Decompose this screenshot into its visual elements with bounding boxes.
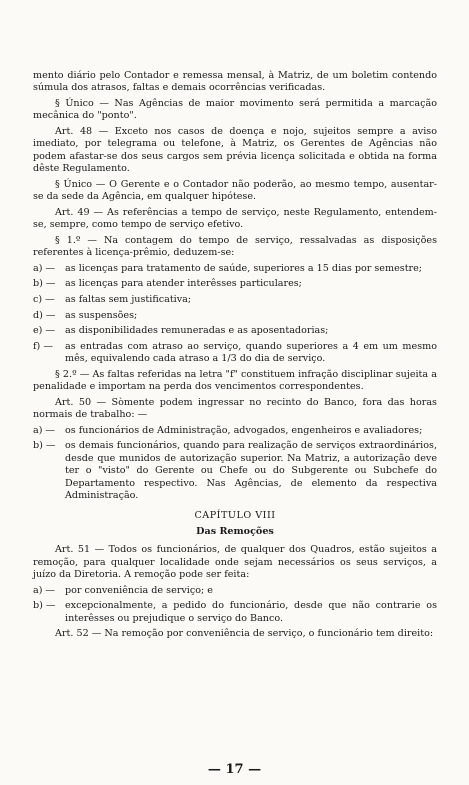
- paragraph: Art. 48 — Exceto nos casos de doença e nojo, sujeitos sempre a aviso imediato, por telegrama ou telefone, à Matriz, os Gerentes de Agências não podem afastar-se dos seus cargos sem prévia licença solicitada e obtida na forma dêste Regulamento.: [33, 126, 437, 175]
- list-label: d) —: [33, 309, 56, 321]
- list-text: as licenças para atender interêsses particulares;: [65, 278, 302, 290]
- list-item: [33, 310, 437, 322]
- paragraph: Art. 50 — Sòmente podem ingressar no recinto do Banco, fora das horas normais de trabalho: —: [33, 396, 437, 421]
- body-text: [33, 70, 437, 644]
- list-item: [33, 341, 437, 366]
- list-item: [33, 263, 437, 275]
- list-text: excepcionalmente, a pedido do funcionário, desde que não contrarie os interêsses ou prejudique o serviço do Banco.: [65, 600, 437, 624]
- list-label: a) —: [33, 424, 56, 436]
- paragraph: Art. 49 — As referências a tempo de serviço, neste Regulamento, entendem-se, sempre, como tempo de serviço efetivo.: [33, 206, 437, 231]
- paragraph: § 2.º — As faltas referidas na letra "f" constituem infração disciplinar sujeita a penalidade e importam na perda dos vencimentos correspondentes.: [33, 368, 437, 393]
- list-item: [33, 585, 437, 597]
- page-number: — 17 —: [207, 762, 262, 777]
- list-text: os demais funcionários, quando para realização de serviços extraordinários, desde que munidos de autorização superior. Na Matriz, a autorização deve ter o "visto" do Gerente ou Chefe ou do Subgerente ou Subchefe do Departamento respectivo. Nas Agências, de elemento da respectiva Administração.: [65, 440, 437, 501]
- list-label: b) —: [33, 278, 56, 290]
- paragraph: § Único — Nas Agências de maior movimento será permitida a marcação mecânica do "ponto".: [33, 98, 437, 122]
- list-label: a) —: [33, 262, 56, 274]
- list-item: [33, 278, 437, 290]
- list-text: as entradas com atraso ao serviço, quando superiores a 4 em um mesmo mês, equivalendo cada atraso a 1/3 do dia de serviço.: [65, 340, 437, 365]
- list-item: [33, 600, 437, 625]
- list-text: por conveniência de serviço; e: [65, 584, 213, 596]
- list-item: [33, 325, 437, 337]
- list-text: as suspensões;: [65, 309, 138, 321]
- list-label: e) —: [33, 325, 56, 337]
- list-text: as licenças para tratamento de saúde, superiores a 15 dias por semestre;: [65, 262, 423, 274]
- list-item: [33, 294, 437, 306]
- list-item: [33, 440, 437, 502]
- list-label: b) —: [33, 440, 56, 452]
- list-text: os funcionários de Administração, advogados, engenheiros e avaliadores;: [65, 424, 423, 436]
- chapter-heading: CAPÍTULO VIII: [194, 510, 276, 522]
- paragraph: mento diário pelo Contador e remessa mensal, à Matriz, de um boletim contendo súmula dos atrasos, faltas e demais ocorrências verificadas.: [33, 70, 437, 94]
- list-label: b) —: [33, 600, 56, 612]
- paragraph: § 1.º — Na contagem do tempo de serviço, ressalvadas as disposições referentes à licença-prêmio, deduzem-se:: [33, 234, 437, 259]
- section-heading: Das Remoções: [196, 525, 274, 537]
- paragraph: § Único — O Gerente e o Contador não poderão, ao mesmo tempo, ausentar-se da sede da Agência, em qualquer hipótese.: [33, 178, 437, 203]
- list-item: [33, 425, 437, 437]
- list-label: f) —: [33, 340, 53, 352]
- list-label: a) —: [33, 584, 56, 596]
- list-label: c) —: [33, 294, 55, 305]
- paragraph: Art. 51 — Todos os funcionários, de qualquer dos Quadros, estão sujeitos a remoção, para qualquer localidade onde sejam necessários os seus serviços, a juízo da Diretoria. A remoção pode ser feita:: [33, 544, 437, 581]
- list-text: as faltas sem justificativa;: [65, 294, 192, 305]
- paragraph: Art. 52 — Na remoção por conveniência de serviço, o funcionário tem direito:: [55, 628, 434, 640]
- list-text: as disponibilidades remuneradas e as aposentadorias;: [65, 325, 329, 337]
